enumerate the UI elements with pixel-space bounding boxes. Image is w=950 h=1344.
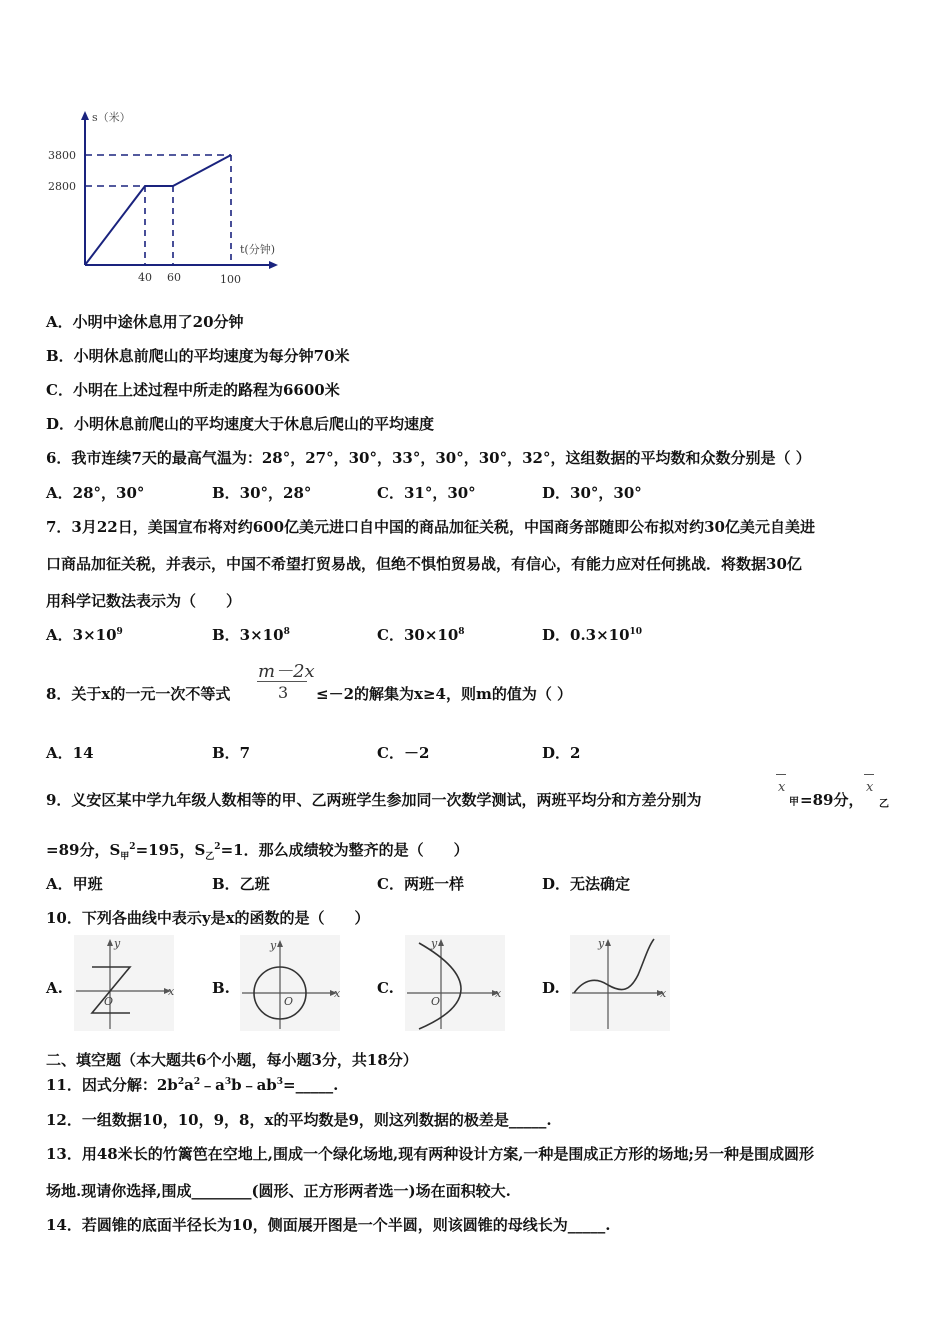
q7-option-b: B．$3\times 10^8$ xyxy=(212,626,290,644)
q12-stem: 12．一组数据10，10，9，8，x的平均数是9，则这列数据的极差是_____. xyxy=(46,1111,552,1129)
q9-option-b: B．乙班 xyxy=(212,875,270,893)
q6-option-d: D．30°，30° xyxy=(542,484,642,502)
q8-fraction-bar xyxy=(257,681,307,682)
distance-time-graph xyxy=(40,105,290,290)
svg-text:x: x xyxy=(334,987,340,1000)
y-axis-label: s（米） xyxy=(92,111,131,124)
svg-text:O: O xyxy=(431,995,441,1008)
q9-sub-jia: 甲 xyxy=(789,797,799,808)
q5-option-c: C．小明在上述过程中所走的路程为6600米 xyxy=(46,381,340,399)
distance-line xyxy=(85,155,231,265)
q10-graph-b xyxy=(240,935,340,1031)
svg-text:x: x xyxy=(168,985,174,998)
q10-graph-d xyxy=(570,935,670,1031)
x-tick-100: 100 xyxy=(220,273,241,286)
q9-xbar-yi: x xyxy=(866,780,874,795)
x-axis-label: t(分钟) xyxy=(240,243,276,256)
q9-xbar-line-1 xyxy=(776,774,786,775)
section2-title: 二、填空题（本大题共6个小题，每小题3分，共18分） xyxy=(46,1051,418,1069)
q10-label-a: A. xyxy=(46,979,63,997)
svg-text:O: O xyxy=(104,995,114,1008)
q11-stem: 11．因式分解：$2b^2a^2﹣a^3b﹣ab^3=\_\_\_\_\_$. xyxy=(46,1076,339,1094)
q7-stem-line2: 口商品加征关税，并表示，中国不希望打贸易战，但绝不惧怕贸易战，有信心，有能力应对任何挑战．将数据30亿 xyxy=(46,555,802,573)
svg-text:y: y xyxy=(598,937,605,950)
q5-option-a: A．小明中途休息用了20分钟 xyxy=(46,313,244,331)
q7-option-c: C．$30\times 10^8$ xyxy=(377,626,465,644)
q8-fraction-denominator: 3 xyxy=(278,683,289,702)
q9-eq1: =89分， xyxy=(800,791,864,809)
q6-option-b: B．30°，28° xyxy=(212,484,312,502)
q13-line1: 13．用48米长的竹篱笆在空地上,围成一个绿化场地,现有两种设计方案,一种是围成正方形的场地;另一种是围成圆形 xyxy=(46,1145,814,1163)
q10-graph-c xyxy=(405,935,505,1031)
q13-line2: 场地.现请你选择,围成________(圆形、正方形两者选一)场在面积较大. xyxy=(46,1182,511,1200)
q8-option-a: A．14 xyxy=(46,744,94,762)
q8-fraction-numerator: m－2x xyxy=(258,661,315,682)
q9-xbar-line-2 xyxy=(864,774,874,775)
q10-stem: 10．下列各曲线中表示y是x的函数的是（ ） xyxy=(46,909,370,927)
x-axis-arrow xyxy=(269,261,278,269)
q9-option-c: C．两班一样 xyxy=(377,875,464,893)
q6-stem: 6．我市连续7天的最高气温为：28°，27°，30°，33°，30°，30°，32°，这组数据的平均数和众数分别是（ ） xyxy=(46,449,811,467)
q6-option-a: A．28°，30° xyxy=(46,484,145,502)
y-tick-2800: 2800 xyxy=(48,180,76,193)
y-tick-3800: 3800 xyxy=(48,149,76,162)
q7-stem-line1: 7．3月22日，美国宣布将对约600亿美元进口自中国的商品加征关税，中国商务部随即公布拟对约30亿美元自美进 xyxy=(46,518,815,536)
q10-graph-a xyxy=(74,935,174,1031)
q5-option-d: D．小明休息前爬山的平均速度大于休息后爬山的平均速度 xyxy=(46,415,435,433)
q8-option-c: C．－2 xyxy=(377,744,430,762)
q7-stem-line3: 用科学记数法表示为（ ） xyxy=(46,592,242,610)
q8-option-d: D．2 xyxy=(542,744,581,762)
q14-stem: 14．若圆锥的底面半径长为10，侧面展开图是一个半圆，则该圆锥的母线长为_____. xyxy=(46,1216,611,1234)
q9-stem-line2: =89分，$S_甲^2=195$，$S_乙^2=1$．那么成绩较为整齐的是（ ） xyxy=(46,841,469,862)
q9-option-a: A．甲班 xyxy=(46,875,103,893)
svg-text:O: O xyxy=(284,995,294,1008)
q9-option-d: D．无法确定 xyxy=(542,875,631,893)
q8-option-b: B．7 xyxy=(212,744,251,762)
x-tick-40: 40 xyxy=(138,271,152,284)
q9-stem-line1: 9．义安区某中学九年级人数相等的甲、乙两班学生参加同一次数学测试，两班平均分和方差分别为 xyxy=(46,791,702,809)
svg-text:x: x xyxy=(495,987,502,1000)
q8-stem-prefix: 8．关于x的一元一次不等式 xyxy=(46,685,231,703)
q7-option-a: A．$3\times 10^9$ xyxy=(46,626,123,644)
q8-stem-suffix: ≤－2的解集为x≥4，则m的值为（ ） xyxy=(316,685,573,703)
svg-text:y: y xyxy=(431,937,438,950)
q6-option-c: C．31°，30° xyxy=(377,484,476,502)
q5-option-b: B．小明休息前爬山的平均速度为每分钟70米 xyxy=(46,347,350,365)
svg-text:y: y xyxy=(114,937,121,950)
q10-label-d: D. xyxy=(542,979,560,997)
x-tick-60: 60 xyxy=(167,271,181,284)
svg-text:y: y xyxy=(270,939,277,952)
q10-label-b: B. xyxy=(212,979,230,997)
q7-option-d: D．$0.3\times 10^{10}$ xyxy=(542,626,643,644)
q9-xbar-jia: x xyxy=(778,780,786,795)
q9-sub-yi: 乙 xyxy=(879,799,889,810)
y-axis-arrow xyxy=(81,111,89,120)
svg-text:x: x xyxy=(660,987,667,1000)
q10-label-c: C. xyxy=(377,979,394,997)
